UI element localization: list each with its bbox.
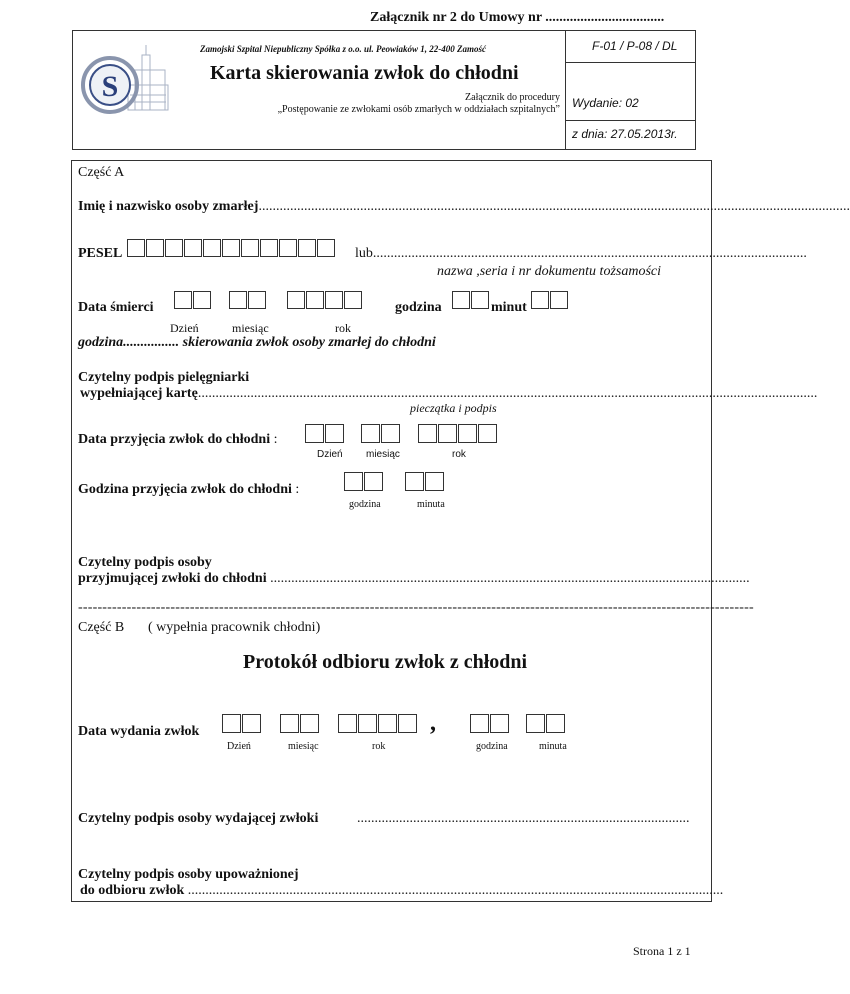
release-month-boxes[interactable] xyxy=(280,714,322,730)
document-code: F-01 / P-08 / DL xyxy=(592,39,678,53)
authorized-signature-label-2: do odbioru zwłok xyxy=(80,883,185,898)
admission-day-boxes[interactable] xyxy=(305,424,347,440)
pesel-boxes[interactable] xyxy=(127,239,347,255)
releaser-signature-field[interactable]: ............................................................................................... xyxy=(357,811,690,826)
release-hour-boxes[interactable] xyxy=(470,714,512,730)
authorized-signature-label: Czytelny podpis osoby upoważnionej xyxy=(78,867,299,882)
death-month-boxes[interactable] xyxy=(229,291,269,307)
receiver-signature-label-2: przyjmującej zwłoki do chłodni xyxy=(78,571,267,586)
admission-time-text xyxy=(78,482,299,498)
release-month-caption: miesiąc xyxy=(288,741,319,752)
admission-hour-caption: godzina xyxy=(349,499,381,510)
identity-document-caption: nazwa ,seria i nr dokumentu tożsamości xyxy=(437,264,661,279)
admission-year-caption: rok xyxy=(452,449,466,460)
admission-time-label: Godzina przyjęcia zwłok do chłodni xyxy=(78,482,292,497)
or-label: lub xyxy=(355,246,373,261)
death-hour-label: godzina xyxy=(395,300,442,315)
admission-minute-boxes[interactable] xyxy=(405,472,447,488)
deceased-name-label: Imię i nazwisko osoby zmarłej xyxy=(78,199,259,214)
admission-date-colon: : xyxy=(270,432,278,447)
receiver-signature-label: Czytelny podpis osoby xyxy=(78,555,212,570)
admission-hour-boxes[interactable] xyxy=(344,472,386,488)
referral-time-field[interactable] xyxy=(78,335,436,351)
stamp-caption: pieczątka i podpis xyxy=(410,401,497,415)
part-a-heading: Część A xyxy=(78,165,125,180)
part-b-heading: Część B xyxy=(78,620,125,635)
admission-year-boxes[interactable] xyxy=(418,424,500,440)
svg-text:S: S xyxy=(101,70,119,103)
part-b-note: ( wypełnia pracownik chłodni) xyxy=(148,620,321,635)
edition: Wydanie: 02 xyxy=(572,96,639,110)
admission-date-text xyxy=(78,432,278,448)
release-comma: , xyxy=(430,710,436,736)
release-year-boxes[interactable] xyxy=(338,714,420,730)
release-minute-caption: minuta xyxy=(539,741,567,752)
institution-name: Zamojski Szpital Niepubliczny Spółka z o.o. ul. Peowiaków 1, 22-400 Zamość xyxy=(200,44,487,54)
nurse-signature-label: Czytelny podpis pielęgniarki xyxy=(78,370,250,385)
death-day-boxes[interactable] xyxy=(174,291,214,307)
death-year-boxes[interactable] xyxy=(287,291,367,307)
release-year-caption: rok xyxy=(372,741,386,752)
death-minute-boxes[interactable] xyxy=(531,291,571,307)
referral-text: skierowania zwłok osoby zmarłej do chłodni xyxy=(179,335,436,350)
identity-document-field[interactable]: lub............................................................................................................................ xyxy=(355,246,807,261)
admission-day-caption: Dzień xyxy=(317,449,343,460)
receiver-signature-field[interactable]: przyjmującej zwłoki do chłodni ......................................................................................................................................... xyxy=(78,571,750,586)
releaser-signature-label: Czytelny podpis osoby wydającej zwłoki xyxy=(78,811,319,826)
death-minute-label: minut xyxy=(491,300,527,315)
admission-month-caption: miesiąc xyxy=(366,449,400,460)
deceased-name-field[interactable]: Imię i nazwisko osoby zmarłej......................................................................................................................................................................... xyxy=(78,199,850,214)
release-day-caption: Dzień xyxy=(227,741,251,752)
admission-time-colon: : xyxy=(291,482,300,497)
annex-line: Załącznik nr 2 do Umowy nr .................................. xyxy=(370,10,665,25)
nurse-signature-label-2: wypełniającej kartę xyxy=(80,386,198,401)
admission-date-label: Data przyjęcia zwłok do chłodni xyxy=(78,432,271,447)
authorized-signature-field[interactable]: do odbioru zwłok ......................................................................................................................................................... xyxy=(80,883,724,898)
hospital-logo xyxy=(80,40,180,130)
death-month-caption: miesiąc xyxy=(232,321,269,335)
protocol-title: Protokół odbioru zwłok z chłodni xyxy=(243,651,528,673)
death-day-caption: Dzień xyxy=(170,321,199,335)
edition-date: z dnia: 27.05.2013r. xyxy=(572,127,678,141)
procedure-annex: Załącznik do procedury xyxy=(465,92,560,103)
admission-month-boxes[interactable] xyxy=(361,424,403,440)
document-title: Karta skierowania zwłok do chłodni xyxy=(210,62,519,84)
death-date-label: Data śmierci xyxy=(78,300,154,315)
release-date-label: Data wydania zwłok xyxy=(78,724,200,739)
page-number: Strona 1 z 1 xyxy=(633,944,691,958)
admission-minute-caption: minuta xyxy=(417,499,445,510)
nurse-signature-field[interactable]: wypełniającej kartę................................................................................................................................................................................. xyxy=(80,386,818,401)
death-year-caption: rok xyxy=(335,321,351,335)
release-day-boxes[interactable] xyxy=(222,714,264,730)
release-minute-boxes[interactable] xyxy=(526,714,568,730)
procedure-name: „Postępowanie ze zwłokami osób zmarłych w oddziałach szpitalnych” xyxy=(277,104,560,115)
referral-hour-dots: godzina................ xyxy=(78,335,180,350)
death-hour-boxes[interactable] xyxy=(452,291,492,307)
release-hour-caption: godzina xyxy=(476,741,508,752)
pesel-label: PESEL xyxy=(78,246,123,261)
section-divider: ------------------------------------------------------------------------------------------------------------------------------------------- xyxy=(78,600,754,615)
